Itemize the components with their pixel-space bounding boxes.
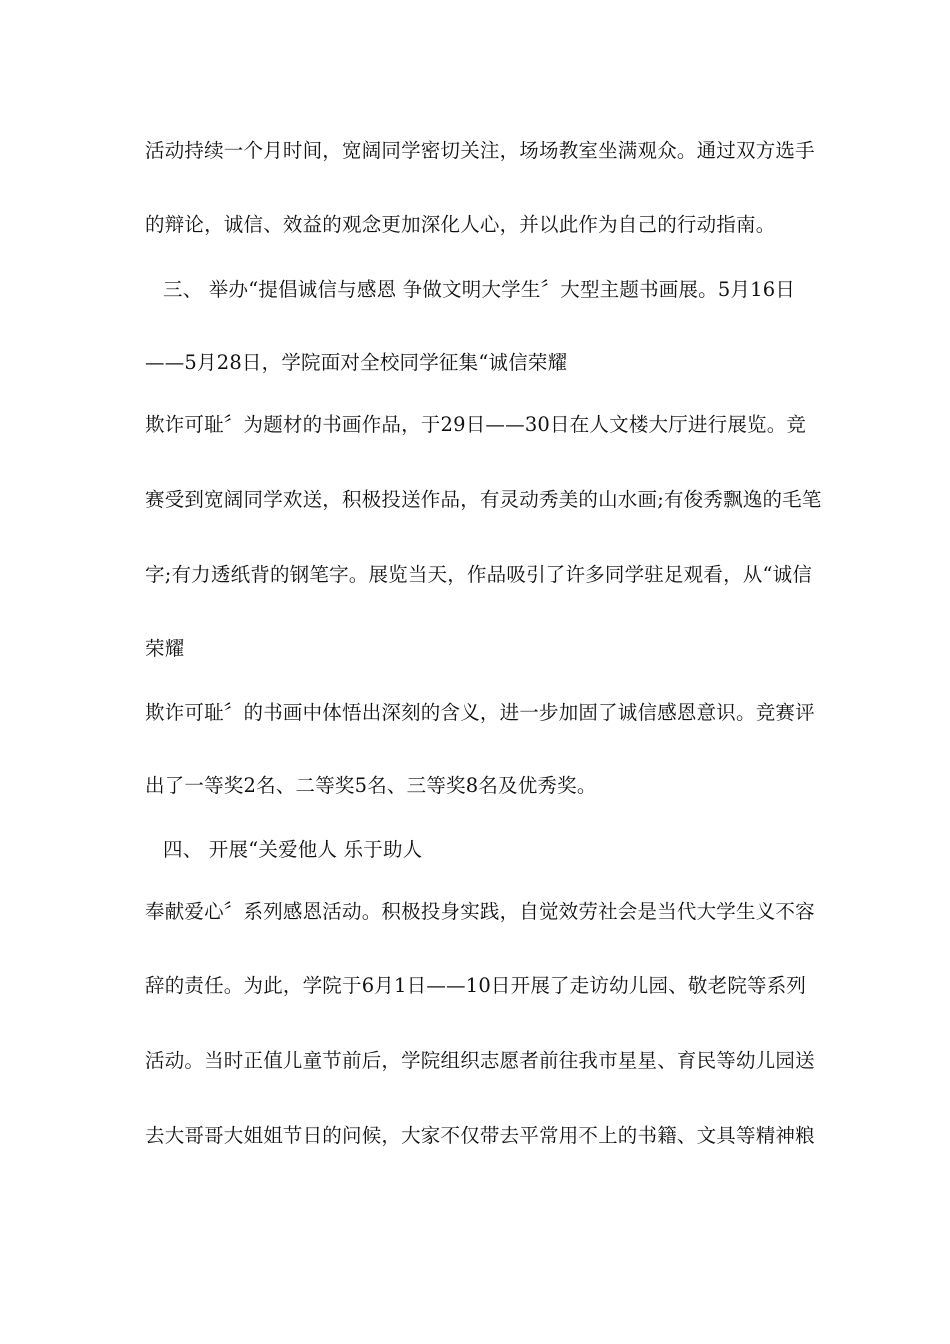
text-line: 辞的责任。为此，学院于6月1日——10日开展了走访幼儿园、敬老院等系列 <box>145 974 807 997</box>
section-heading: 三、 举办“提倡诚信与感恩 争做文明大学生〞大型主题书画展。5月16日 <box>163 278 796 301</box>
text-line: 活动。当时正值儿童节前后，学院组织志愿者前往我市星星、育民等幼儿园送 <box>145 1049 815 1072</box>
text-line: 的辩论，诚信、效益的观念更加深化人心，并以此作为自己的行动指南。 <box>145 213 776 236</box>
section-heading: 四、 开展“关爱他人 乐于助人 <box>163 838 423 861</box>
text-line: 奉献爱心〞系列感恩活动。积极投身实践，自觉效劳社会是当代大学生义不容 <box>145 900 815 923</box>
text-line: 字;有力透纸背的钢笔字。展览当天，作品吸引了许多同学驻足观看，从“诚信 <box>145 563 813 586</box>
text-line: 欺诈可耻〞的书画中体悟出深刻的含义，进一步加固了诚信感恩意识。竞赛评 <box>145 701 815 724</box>
text-line: 活动持续一个月时间，宽阔同学密切关注，场场教室坐满观众。通过双方选手 <box>145 139 815 162</box>
text-line: ——5月28日，学院面对全校同学征集“诚信荣耀 <box>145 351 568 374</box>
text-line: 出了一等奖2名、二等奖5名、三等奖8名及优秀奖。 <box>145 774 597 797</box>
text-line: 欺诈可耻〞为题材的书画作品，于29日——30日在人文楼大厅进行展览。竞 <box>145 413 807 436</box>
text-line: 荣耀 <box>145 637 185 660</box>
text-line: 去大哥哥大姐姐节日的问候，大家不仅带去平常用不上的书籍、文具等精神粮 <box>145 1124 815 1147</box>
text-line: 赛受到宽阔同学欢送，积极投送作品，有灵动秀美的山水画;有俊秀飘逸的毛笔 <box>145 488 822 511</box>
